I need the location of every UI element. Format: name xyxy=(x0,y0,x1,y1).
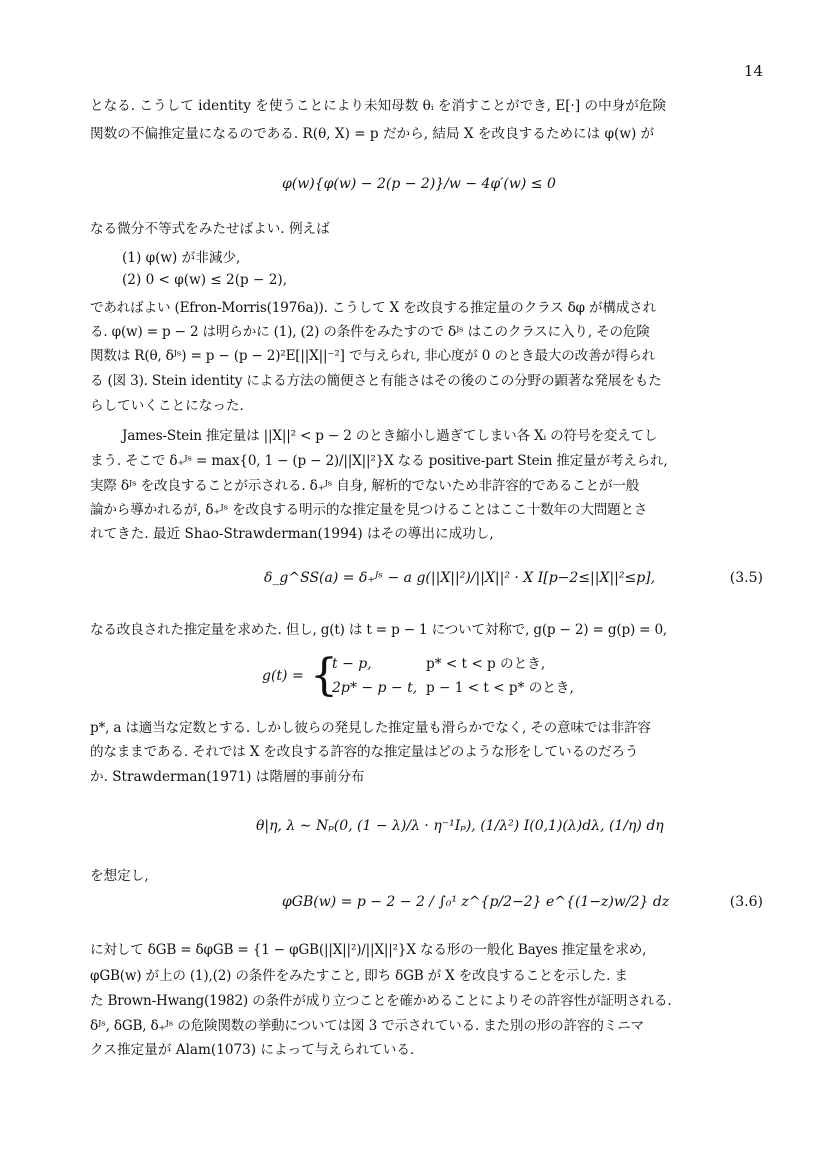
paragraph-line: なる微分不等式をみたせばよい. 例えば xyxy=(90,221,330,237)
condition-1: (1) φ(w) が非減少, xyxy=(122,250,241,266)
condition-2: (2) 0 < φ(w) ≤ 2(p − 2), xyxy=(122,272,288,288)
paragraph-line: を想定し, xyxy=(90,868,149,884)
piecewise-case-2: 2p* − p − t, xyxy=(332,680,418,696)
piecewise-case-1: t − p, xyxy=(332,656,372,672)
paragraph-line: 関数は R(θ, δᴶˢ) = p − (p − 2)²E[||X||⁻²] で与えられ, 非心度が 0 のとき最大の改善が得られ xyxy=(90,348,656,364)
piecewise-case-1-condition: p* < t < p のとき, xyxy=(426,656,546,672)
paragraph-line: らしていくことになった. xyxy=(90,398,244,414)
paragraph-line: 実際 δᴶˢ を改良することが示される. δ₊ᴶˢ 自身, 解析的でないため非許容的であることが一般 xyxy=(90,478,640,494)
equation-3-5: δ_g^SS(a) = δ₊ᴶˢ − a g(||X||²)/||X||² · X I[p−2≤||X||²≤p], xyxy=(264,570,656,586)
paragraph-line: た Brown-Hwang(1982) の条件が成り立つことを確かめることによりその許容性が証明される. xyxy=(90,993,672,1009)
paragraph-line: クス推定量が Alam(1073) によって与えられている. xyxy=(90,1042,415,1058)
page-number: 14 xyxy=(743,62,763,80)
paragraph-line: p*, a は適当な定数とする. しかし彼らの発見した推定量も滑らかでなく, その意味では非許容 xyxy=(90,720,651,736)
piecewise-lhs: g(t) = xyxy=(262,668,304,684)
paragraph-line: となる. こうして identity を使うことにより未知母数 θᵢ を消すことができ, E[·] の中身が危険 xyxy=(90,98,667,114)
paragraph-line: 関数の不偏推定量になるのである. R(θ, X) = p だから, 結局 X を改良するためには φ(w) が xyxy=(90,126,655,142)
paragraph-line: であればよい (Efron-Morris(1976a)). こうして X を改良する推定量のクラス δφ が構成され xyxy=(90,300,656,316)
paragraph-line: れてきた. 最近 Shao-Strawderman(1994) はその導出に成功し, xyxy=(90,526,494,542)
brace-icon: { xyxy=(310,650,338,701)
paragraph-line: まう. そこで δ₊ᴶˢ = max{0, 1 − (p − 2)/||X||²}X なる positive-part Stein 推定量が考えられ, xyxy=(90,453,668,469)
equation-3-6: φGB(w) = p − 2 − 2 / ∫₀¹ z^{p/2−2} e^{(1−z)w/2} dz xyxy=(282,894,670,910)
piecewise-case-2-condition: p − 1 < t < p* のとき, xyxy=(426,680,574,696)
paragraph-line: δᴶˢ, δGB, δ₊ᴶˢ の危険関数の挙動については図 3 で示されている. また別の形の許容的ミニマ xyxy=(90,1018,644,1034)
paragraph-line: 的なままである. それでは X を改良する許容的な推定量はどのような形をしているのだろう xyxy=(90,744,639,760)
equation-number: (3.5) xyxy=(729,570,763,586)
paragraph-line: James-Stein 推定量は ||X||² < p − 2 のとき縮小し過ぎてしまい各 Xᵢ の符号を変えてし xyxy=(122,428,658,444)
prior-distribution-equation: θ|η, λ ∼ Nₚ(0, (1 − λ)/λ · η⁻¹Iₚ), (1/λ²) I(0,1)(λ)dλ, (1/η) dη xyxy=(256,818,664,834)
paragraph-line: か. Strawderman(1971) は階層的事前分布 xyxy=(90,769,365,785)
paragraph-line: 論から導かれるが, δ₊ᴶˢ を改良する明示的な推定量を見つけることはここ十数年の大問題とさ xyxy=(90,502,648,518)
inequality-equation: φ(w){φ(w) − 2(p − 2)}/w − 4φ′(w) ≤ 0 xyxy=(282,176,556,192)
paragraph-line: φGB(w) が上の (1),(2) の条件をみたすこと, 即ち δGB が X を改良することを示した. ま xyxy=(90,968,628,984)
paragraph-line: る (図 3). Stein identity による方法の簡便さと有能さはその後のこの分野の顕著な発展をもた xyxy=(90,373,662,389)
paragraph-line: に対して δGB = δφGB = {1 − φGB(||X||²)/||X||²}X なる形の一般化 Bayes 推定量を求め, xyxy=(90,942,647,958)
piecewise-function xyxy=(262,650,622,702)
paragraph-line: る. φ(w) = p − 2 は明らかに (1), (2) の条件をみたすので δᴶˢ はこのクラスに入り, その危険 xyxy=(90,324,650,340)
paragraph-line: なる改良された推定量を求めた. 但し, g(t) は t = p − 1 について対称で, g(p − 2) = g(p) = 0, xyxy=(90,622,668,638)
equation-number: (3.6) xyxy=(729,894,763,910)
